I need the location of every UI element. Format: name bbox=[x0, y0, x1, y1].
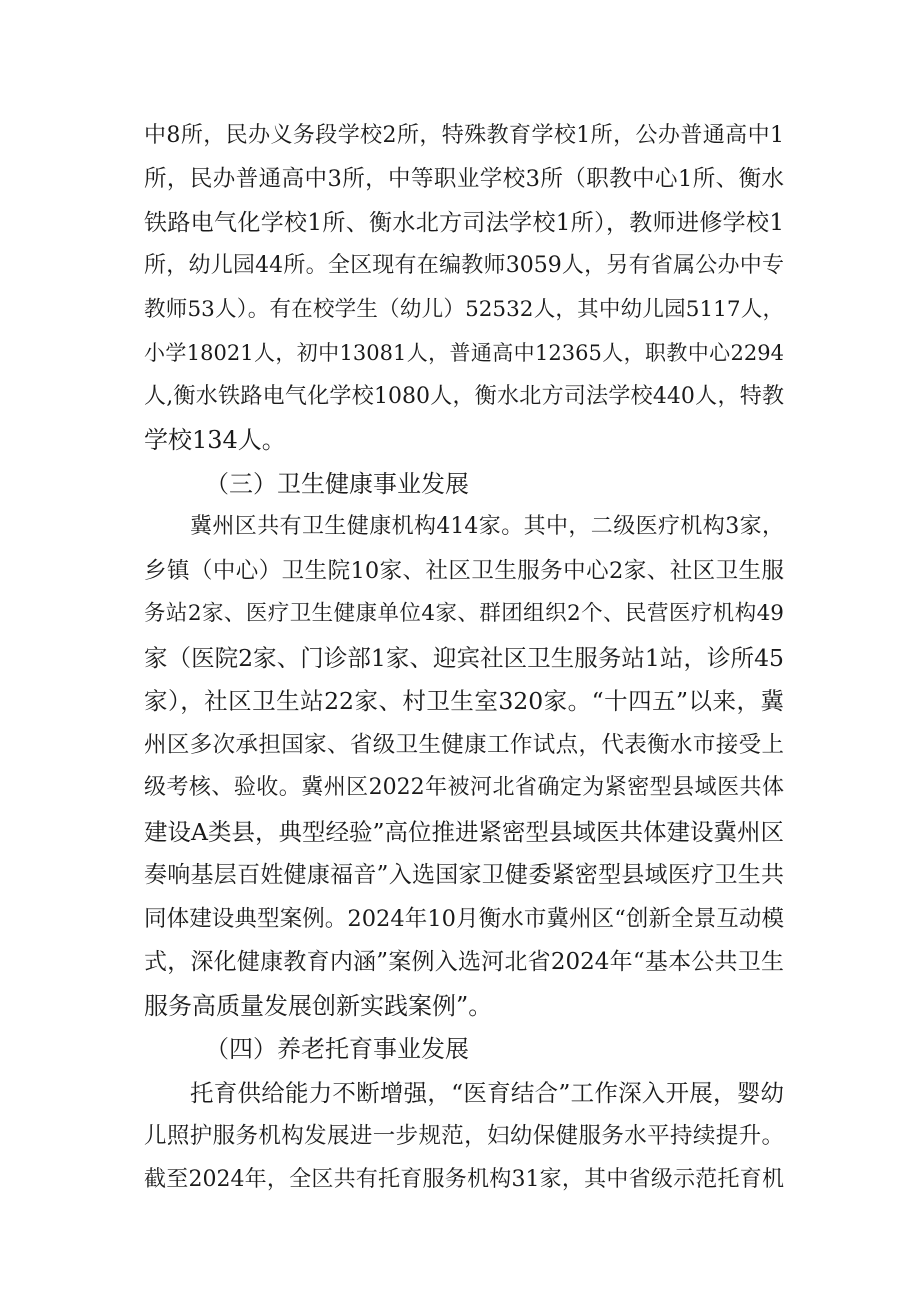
paragraph-line-19: 式，深化健康教育内涵”案例入选河北省2024年“基本公共卫生 bbox=[144, 949, 784, 975]
section-heading-elderly-childcare: （四）养老托育事业发展 bbox=[205, 1035, 469, 1063]
paragraph-line-2: 所，民办普通高中3所，中等职业学校3所（职教中心1所、衡水 bbox=[144, 166, 784, 192]
paragraph-line-18: 同体建设典型案例。2024年10月衡水市冀州区“创新全景互动模 bbox=[144, 906, 784, 932]
paragraph-line-6: 小学18021人，初中13081人，普通高中12365人，职教中心2294 bbox=[144, 341, 784, 365]
paragraph-line-17: 奏响基层百姓健康福音”入选国家卫健委紧密型县域医疗卫生共 bbox=[144, 862, 784, 888]
paragraph-line-7: 人,衡水铁路电气化学校1080人，衡水北方司法学校440人，特教 bbox=[144, 384, 784, 409]
paragraph-line-8: 学校134人。 bbox=[144, 426, 286, 454]
paragraph-line-1: 中8所，民办义务段学校2所，特殊教育学校1所，公办普通高中1 bbox=[144, 123, 784, 148]
paragraph-line-10: 乡镇（中心）卫生院10家、社区卫生服务中心2家、社区卫生服 bbox=[144, 558, 784, 584]
paragraph-line-11: 务站2家、医疗卫生健康单位4家、群团组织2个、民营医疗机构49 bbox=[144, 601, 784, 626]
paragraph-line-15: 级考核、验收。冀州区2022年被河北省确定为紧密型县域医共体 bbox=[144, 775, 784, 800]
paragraph-line-4: 所，幼儿园44所。全区现有在编教师3059人，另有省属公办中专 bbox=[144, 253, 784, 278]
paragraph-line-23: 截至2024年，全区共有托育服务机构31家，其中省级示范托育机 bbox=[144, 1167, 784, 1192]
paragraph-line-9: 冀州区共有卫生健康机构414家。其中，二级医疗机构3家， bbox=[190, 514, 784, 539]
paragraph-line-20: 服务高质量发展创新实践案例”。 bbox=[144, 992, 493, 1020]
section-heading-health: （三）卫生健康事业发展 bbox=[205, 470, 469, 498]
paragraph-line-5: 教师53人）。有在校学生（幼儿）52532人，其中幼儿园5117人， bbox=[144, 297, 784, 322]
paragraph-line-13: 家），社区卫生站22家、村卫生室320家。“十四五”以来，冀 bbox=[144, 687, 784, 715]
paragraph-line-22: 儿照护服务机构发展进一步规范，妇幼保健服务水平持续提升。 bbox=[144, 1123, 784, 1149]
paragraph-line-21: 托育供给能力不断增强，“医育结合”工作深入开展，婴幼 bbox=[190, 1079, 784, 1107]
paragraph-line-16: 建设A类县，典型经验”高位推进紧密型县域医共体建设冀州区 bbox=[144, 818, 784, 846]
paragraph-line-3: 铁路电气化学校1所、衡水北方司法学校1所），教师进修学校1 bbox=[144, 210, 784, 236]
paragraph-line-12: 家（医院2家、门诊部1家、迎宾社区卫生服务站1站，诊所45 bbox=[144, 644, 784, 672]
paragraph-line-14: 州区多次承担国家、省级卫生健康工作试点，代表衡水市接受上 bbox=[144, 732, 784, 758]
